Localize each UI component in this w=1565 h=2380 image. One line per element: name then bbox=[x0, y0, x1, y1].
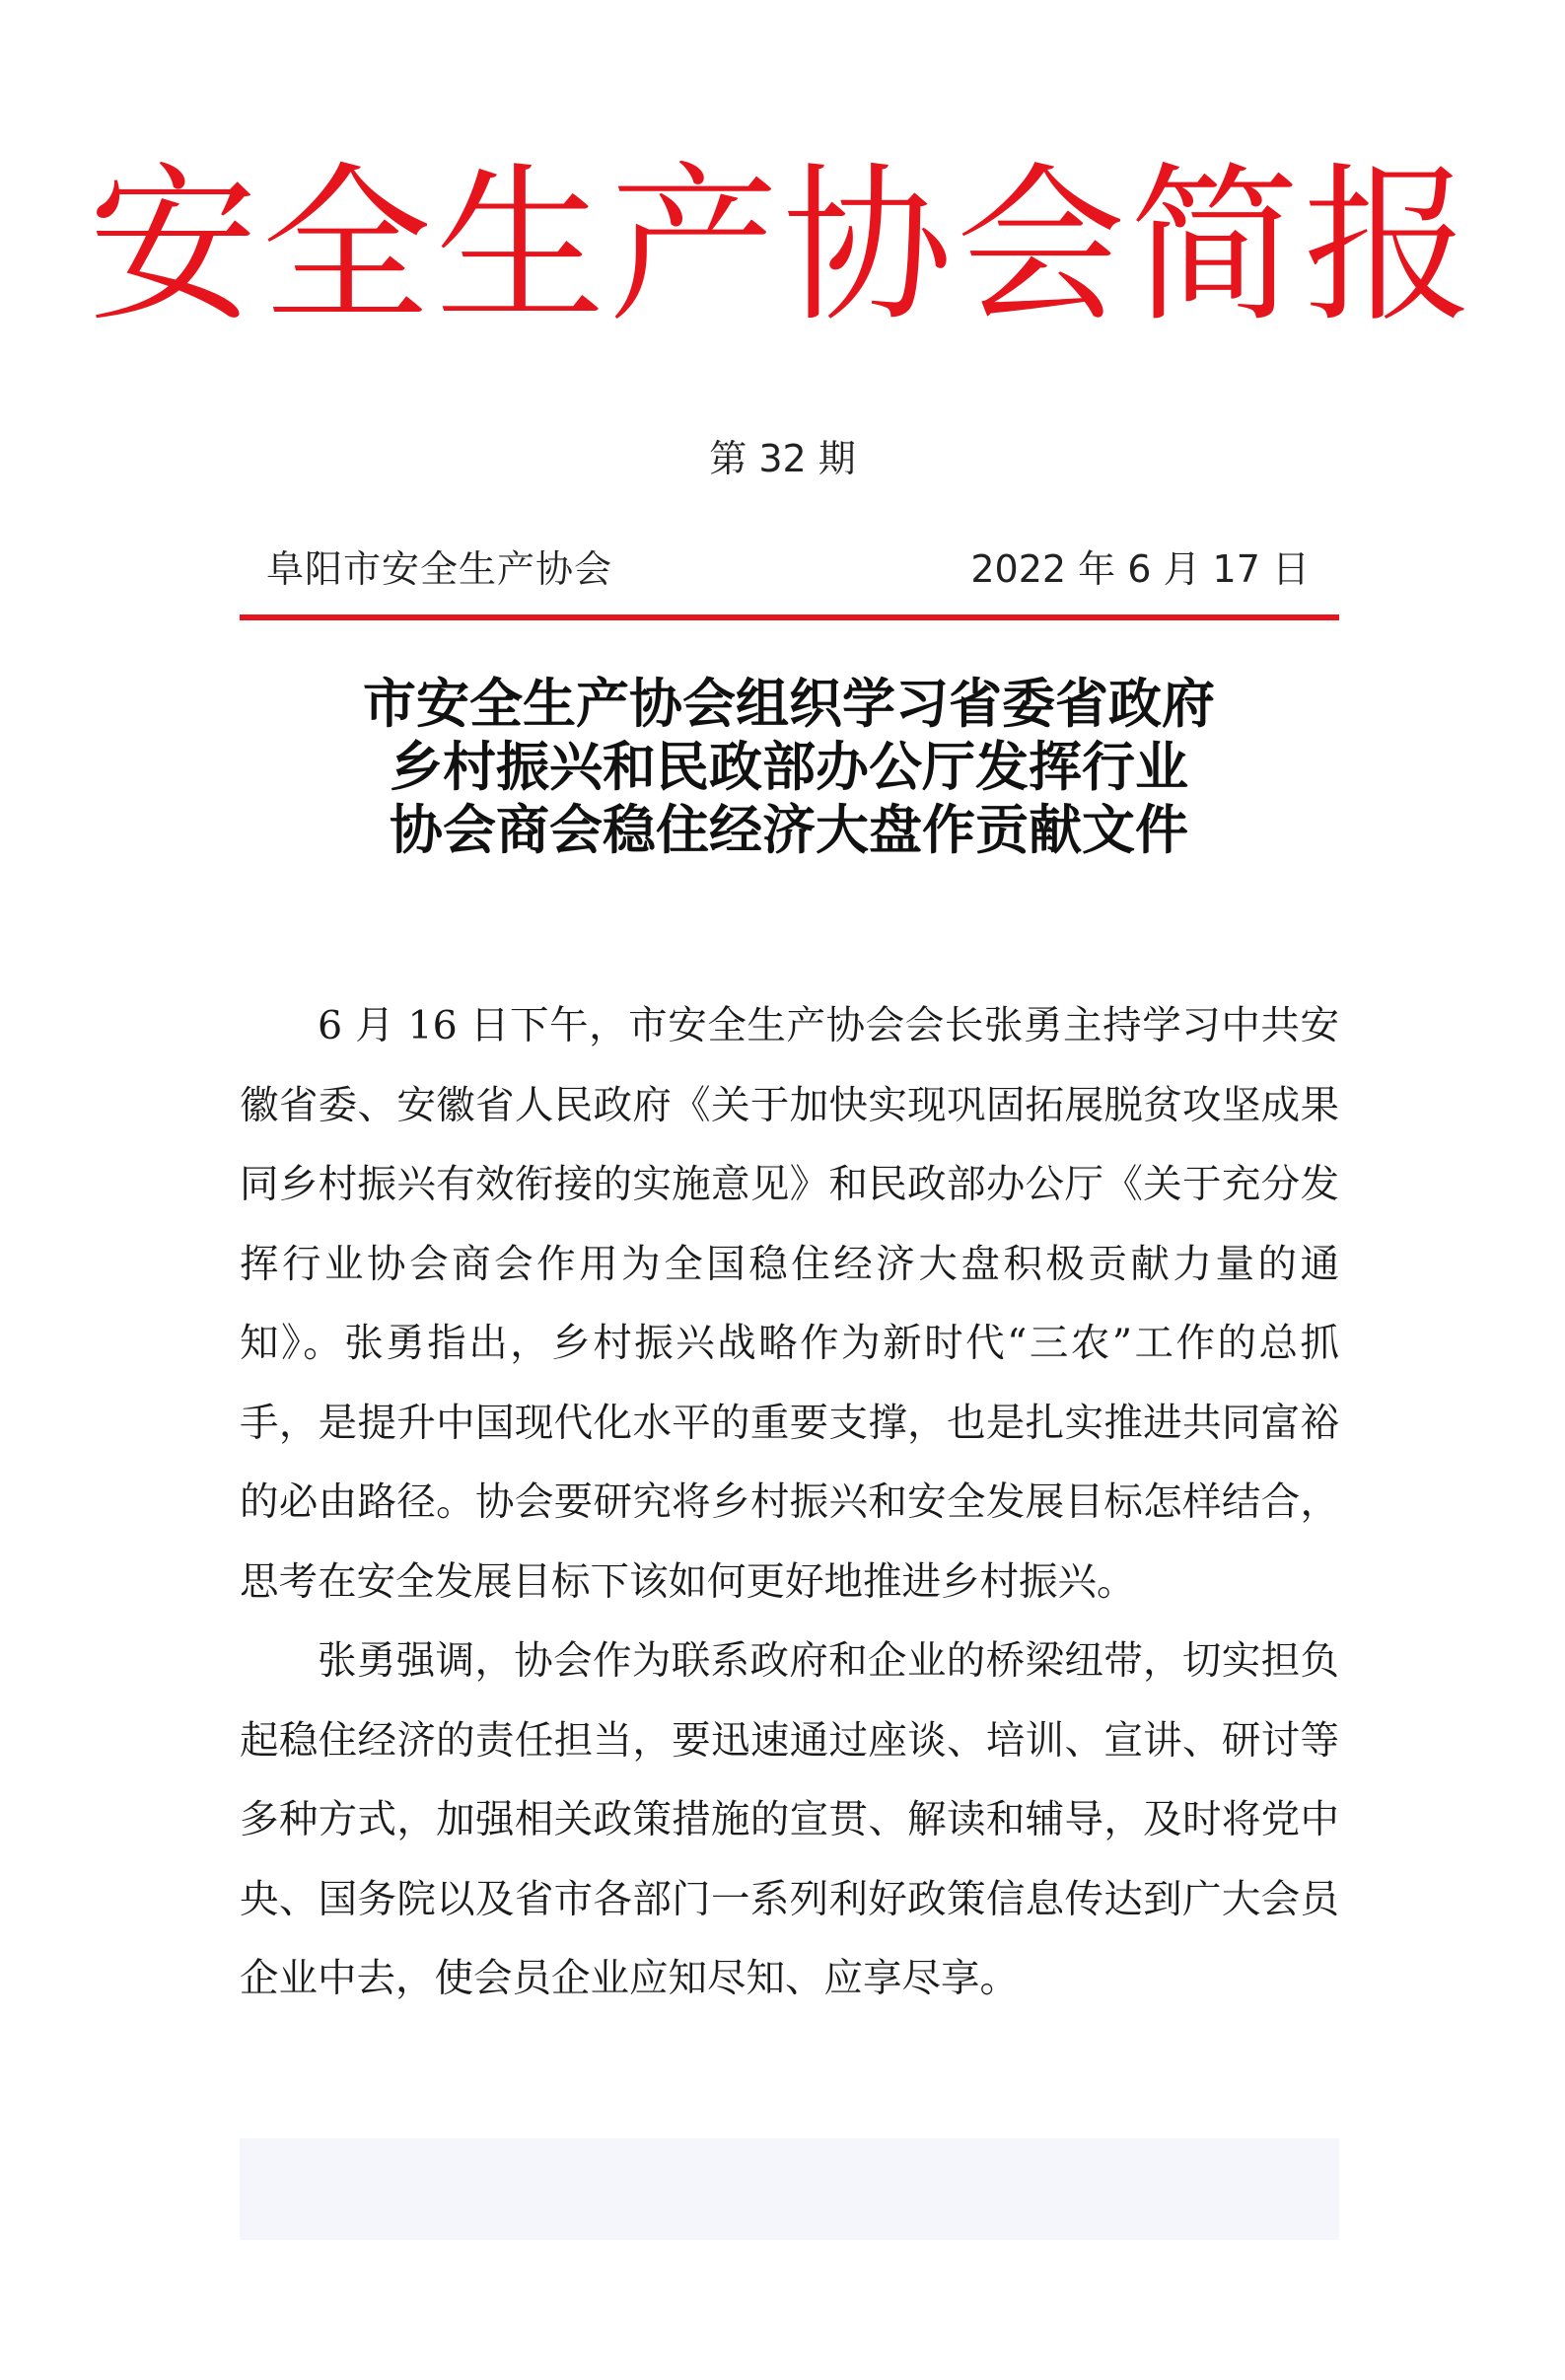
issue-number: 第 32 期 bbox=[709, 437, 856, 480]
meta-row bbox=[266, 544, 1310, 594]
headline-line-1: 市安全生产协会组织学习省委省政府 bbox=[363, 673, 1215, 735]
body-paragraph-1: 6 月 16 日下午，市安全生产协会会长张勇主持学习中共安徽省委、安徽省人民政府《关于加快实现巩固拓展脱贫攻坚成果同乡村振兴有效衔接的实施意见》和民政部办公厅《关于充分发挥行业协会商会作用为全国稳住经济大盘积极贡献力量的通知》。张勇指出，乡村振兴战略作为新时代“三农”工作的总抓手，是提升中国现代化水平的重要支撑，也是扎实推进共同富裕的必由路径。协会要研究将乡村振兴和安全发展目标怎样结合，思考在安全发展目标下该如何更好地推进乡村振兴。 bbox=[240, 1003, 1339, 1605]
publish-date: 2022 年 6 月 17 日 bbox=[970, 547, 1310, 591]
footer-shaded-box bbox=[240, 2138, 1339, 2240]
headline-line-2: 乡村振兴和民政部办公厅发挥行业 bbox=[390, 736, 1188, 798]
article-headline bbox=[237, 673, 1341, 862]
body-paragraph-2: 张勇强调，协会作为联系政府和企业的桥梁纽带，切实担负起稳住经济的责任担当，要迅速通过座谈、培训、宣讲、研讨等多种方式，加强相关政策措施的宣贯、解读和辅导，及时将党中央、国务院以及省市各部门一系列利好政策信息传达到广大会员企业中去，使会员企业应知尽知、应享尽享。 bbox=[240, 1638, 1339, 2001]
red-divider bbox=[240, 614, 1339, 620]
headline-line-3: 协会商会稳住经济大盘作贡献文件 bbox=[390, 799, 1188, 861]
article-body bbox=[240, 986, 1339, 2019]
publisher-organization: 阜阳市安全生产协会 bbox=[266, 547, 613, 591]
masthead-title: 安全生产协会简报 bbox=[88, 147, 1477, 345]
